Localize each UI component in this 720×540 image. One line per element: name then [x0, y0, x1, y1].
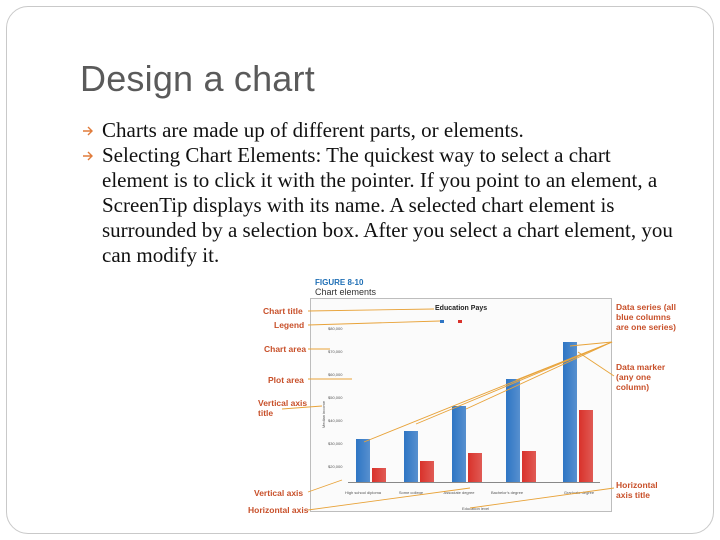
figure-number: FIGURE 8-10: [315, 278, 364, 287]
x-tick: Bachelor's degree: [490, 490, 524, 495]
callout-plot-area: Plot area: [268, 375, 304, 385]
chart-title: Education Pays: [435, 305, 488, 312]
bullet-text: Charts are made up of different parts, or elements.: [102, 118, 524, 142]
x-tick: Graduate degree: [563, 490, 595, 495]
y-tick: $60,000: [328, 372, 343, 377]
callout-chart-area: Chart area: [264, 344, 307, 354]
y-tick: $50,000: [328, 395, 343, 400]
callout-horizontal-axis-title: Horizontal axis title: [616, 480, 658, 500]
callout-data-series: Data series (all blue columns are one series): [616, 302, 677, 332]
callout-vertical-axis: Vertical axis: [254, 488, 304, 498]
y-tick: $30,000: [328, 441, 343, 446]
y-tick: $40,000: [328, 418, 343, 423]
callout-legend: Legend: [274, 320, 305, 330]
slide-title: Design a chart: [80, 58, 315, 99]
callout-chart-title: Chart title: [263, 306, 303, 316]
x-tick: High school diploma: [344, 490, 382, 495]
x-axis-title: Education level: [462, 506, 490, 511]
y-axis-title: Median income: [321, 400, 327, 429]
figure-title: Chart elements: [315, 287, 377, 297]
callout-data-marker: Data marker (any one column): [616, 362, 666, 392]
y-tick: $20,000: [328, 464, 343, 469]
x-tick: Some college: [398, 490, 424, 495]
bullet-text: Selecting Chart Elements: The quickest way to select a chart element is to click it with the pointer. If you point to an element, a ScreenTip displays with its name. A selected chart element is surrounded by a selection box. After you select a chart element, you can modify it.: [102, 143, 673, 267]
x-tick: Associate degree: [443, 490, 475, 495]
callout-horizontal-axis: Horizontal axis: [248, 505, 309, 515]
callout-vertical-axis-title: Vertical axis title: [258, 398, 308, 418]
y-tick: $80,000: [328, 326, 343, 331]
y-tick: $70,000: [328, 349, 343, 354]
